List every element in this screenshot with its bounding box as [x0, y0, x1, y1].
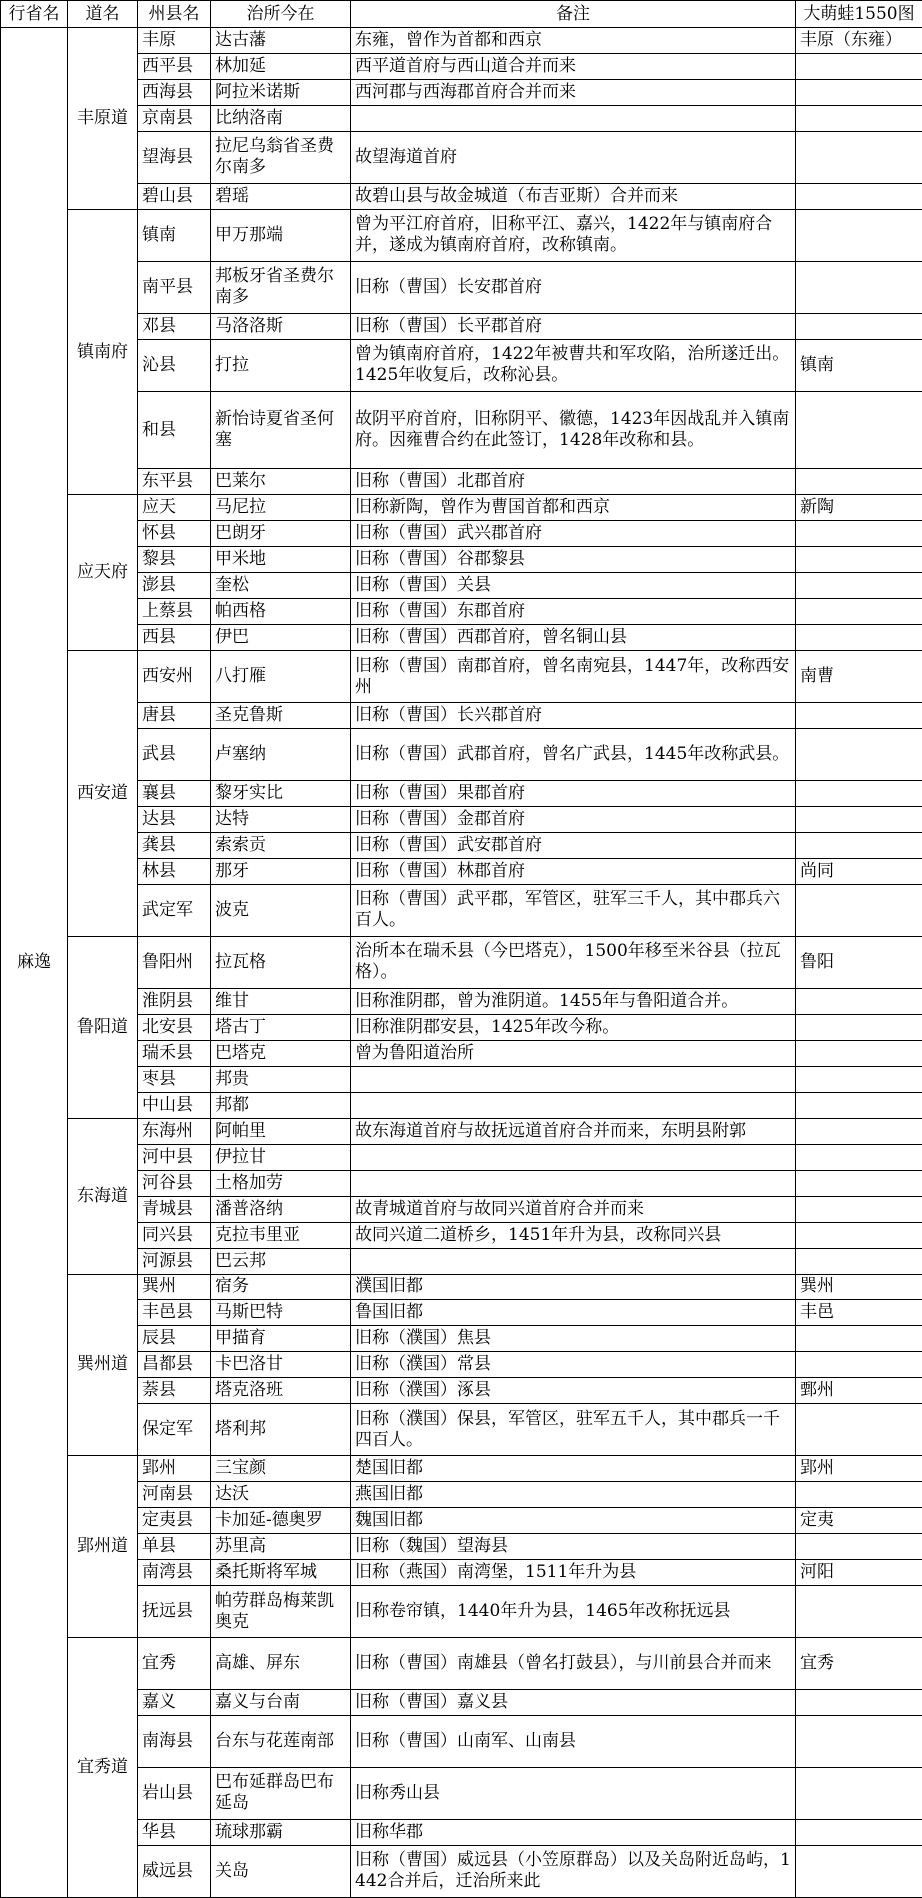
- seat-cell: 拉尼乌翁省圣费尔南多: [211, 131, 351, 183]
- note-cell: 鲁国旧都: [351, 1300, 796, 1326]
- note-cell: [351, 1066, 796, 1092]
- note-cell: 旧称（魏国）望海县: [351, 1534, 796, 1560]
- table-row: [1, 1534, 922, 1560]
- table-row: [1, 1819, 922, 1845]
- county-cell: 镇南: [138, 209, 211, 261]
- map-cell: [796, 703, 922, 729]
- table-row: [1, 1352, 922, 1378]
- seat-cell: 达特: [211, 807, 351, 833]
- circuit-cell: 巽州道: [68, 1274, 138, 1456]
- map-cell: 南曹: [796, 651, 922, 703]
- seat-cell: 伊巴: [211, 625, 351, 651]
- note-cell: 西河郡与西海郡首府合并而来: [351, 79, 796, 105]
- note-cell: 曾为鲁阳道治所: [351, 1040, 796, 1066]
- note-cell: 旧称（曹国）金郡首府: [351, 807, 796, 833]
- note-cell: 旧称（曹国）武平郡，军管区，驻军三千人，其中郡兵六百人。: [351, 884, 796, 936]
- note-cell: 旧称（曹国）威远县（小笠原群岛）以及关岛附近岛屿，1442合并后，迁治所来此: [351, 1845, 796, 1897]
- map-cell: [796, 1222, 922, 1248]
- note-cell: 燕国旧都: [351, 1482, 796, 1508]
- map-cell: 定夷: [796, 1508, 922, 1534]
- seat-cell: 拉瓦格: [211, 936, 351, 988]
- map-cell: [796, 573, 922, 599]
- map-cell: [796, 1534, 922, 1560]
- county-cell: 丰邑县: [138, 1300, 211, 1326]
- seat-cell: 邦都: [211, 1092, 351, 1118]
- map-cell: [796, 1092, 922, 1118]
- seat-cell: 八打雁: [211, 651, 351, 703]
- county-cell: 和县: [138, 391, 211, 469]
- seat-cell: 帕西格: [211, 599, 351, 625]
- county-cell: 望海县: [138, 131, 211, 183]
- county-cell: 丰原: [138, 28, 211, 54]
- seat-cell: 塔古丁: [211, 1014, 351, 1040]
- table-row: [1, 1482, 922, 1508]
- note-cell: 故同兴道二道桥乡，1451年升为县，改称同兴县: [351, 1222, 796, 1248]
- table-row: [1, 729, 922, 781]
- map-cell: 丰邑: [796, 1300, 922, 1326]
- county-cell: 威远县: [138, 1845, 211, 1897]
- header-county: 州县名: [138, 1, 211, 28]
- note-cell: 旧称（曹国）山南军、山南县: [351, 1715, 796, 1767]
- county-cell: 澎县: [138, 573, 211, 599]
- table-row: [1, 884, 922, 936]
- table-row: [1, 313, 922, 339]
- seat-cell: 甲万那端: [211, 209, 351, 261]
- table-row: [1, 1508, 922, 1534]
- map-cell: [796, 469, 922, 495]
- circuit-cell: 郢州道: [68, 1456, 138, 1638]
- seat-cell: 甲描育: [211, 1326, 351, 1352]
- map-cell: 镇南: [796, 339, 922, 391]
- county-cell: 西安州: [138, 651, 211, 703]
- seat-cell: 打拉: [211, 339, 351, 391]
- map-cell: [796, 884, 922, 936]
- county-cell: 北安县: [138, 1014, 211, 1040]
- map-cell: [796, 521, 922, 547]
- map-cell: [796, 1118, 922, 1144]
- county-cell: 怀县: [138, 521, 211, 547]
- county-cell: 上蔡县: [138, 599, 211, 625]
- note-cell: 旧称新陶，曾作为曹国首都和西京: [351, 495, 796, 521]
- seat-cell: 三宝颜: [211, 1456, 351, 1482]
- county-cell: 河谷县: [138, 1170, 211, 1196]
- note-cell: [351, 1092, 796, 1118]
- circuit-cell: 西安道: [68, 651, 138, 937]
- note-cell: 旧称（曹国）西郡首府，曾名铜山县: [351, 625, 796, 651]
- table-row: [1, 105, 922, 131]
- table-row: [1, 469, 922, 495]
- table-row: [1, 807, 922, 833]
- county-cell: 岩山县: [138, 1767, 211, 1819]
- header-map: 大萌蛙1550图: [796, 1, 922, 28]
- map-cell: [796, 988, 922, 1014]
- note-cell: 旧称华郡: [351, 1819, 796, 1845]
- county-cell: 南平县: [138, 261, 211, 313]
- table-row: [1, 599, 922, 625]
- header-note: 备注: [351, 1, 796, 28]
- note-cell: 故阴平府首府，旧称阴平、徽德，1423年因战乱并入镇南府。因雍曹合约在此签订，1428年改称和县。: [351, 391, 796, 469]
- table-row: [1, 1300, 922, 1326]
- map-cell: [796, 105, 922, 131]
- note-cell: 旧称淮阴郡安县，1425年改今称。: [351, 1014, 796, 1040]
- table-row: [1, 1248, 922, 1274]
- map-cell: [796, 1715, 922, 1767]
- county-cell: 武县: [138, 729, 211, 781]
- map-cell: [796, 1845, 922, 1897]
- county-cell: 抚远县: [138, 1586, 211, 1638]
- seat-cell: 邦板牙省圣费尔南多: [211, 261, 351, 313]
- county-cell: 河源县: [138, 1248, 211, 1274]
- table-row: [1, 1638, 922, 1690]
- county-cell: 同兴县: [138, 1222, 211, 1248]
- table-row: [1, 495, 922, 521]
- seat-cell: 巴云邦: [211, 1248, 351, 1274]
- note-cell: 曾为平江府首府，旧称平江、嘉兴，1422年与镇南府合并，遂成为镇南府首府，改称镇南。: [351, 209, 796, 261]
- note-cell: 旧称（濮国）常县: [351, 1352, 796, 1378]
- table-row: [1, 573, 922, 599]
- map-cell: [796, 625, 922, 651]
- map-cell: [796, 79, 922, 105]
- note-cell: 旧称（曹国）谷郡黎县: [351, 547, 796, 573]
- county-cell: 达县: [138, 807, 211, 833]
- county-cell: 黎县: [138, 547, 211, 573]
- county-cell: 南湾县: [138, 1560, 211, 1586]
- map-cell: [796, 209, 922, 261]
- county-cell: 华县: [138, 1819, 211, 1845]
- seat-cell: 卡巴洛甘: [211, 1352, 351, 1378]
- table-row: [1, 936, 922, 988]
- table-row: [1, 1118, 922, 1144]
- map-cell: [796, 807, 922, 833]
- county-cell: 南海县: [138, 1715, 211, 1767]
- seat-cell: 台东与花莲南部: [211, 1715, 351, 1767]
- note-cell: 旧称（濮国）涿县: [351, 1378, 796, 1404]
- map-cell: 郢州: [796, 1456, 922, 1482]
- note-cell: 旧称（曹国）南郡首府，曾名南宛县，1447年，改称西安州: [351, 651, 796, 703]
- map-cell: [796, 729, 922, 781]
- map-cell: [796, 1066, 922, 1092]
- note-cell: 故东海道首府与故抚远道首府合并而来，东明县附郭: [351, 1118, 796, 1144]
- table-row: [1, 1690, 922, 1716]
- map-cell: [796, 1014, 922, 1040]
- map-cell: [796, 1196, 922, 1222]
- circuit-cell: 镇南府: [68, 209, 138, 495]
- note-cell: 旧称（曹国）果郡首府: [351, 781, 796, 807]
- note-cell: 旧称（燕国）南湾堡，1511年升为县: [351, 1560, 796, 1586]
- table-body: [1, 28, 922, 1898]
- seat-cell: 巴塔克: [211, 1040, 351, 1066]
- note-cell: 旧称（曹国）武郡首府，曾名广武县，1445年改称武县。: [351, 729, 796, 781]
- note-cell: 旧称（曹国）林郡首府: [351, 859, 796, 885]
- seat-cell: 阿拉米诺斯: [211, 79, 351, 105]
- map-cell: [796, 599, 922, 625]
- seat-cell: 马洛洛斯: [211, 313, 351, 339]
- map-cell: [796, 261, 922, 313]
- county-cell: 瑞禾县: [138, 1040, 211, 1066]
- map-cell: [796, 1352, 922, 1378]
- map-cell: [796, 1404, 922, 1456]
- county-cell: 武定军: [138, 884, 211, 936]
- map-cell: [796, 833, 922, 859]
- circuit-cell: 丰原道: [68, 28, 138, 210]
- note-cell: 旧称（曹国）长平郡首府: [351, 313, 796, 339]
- table-row: [1, 1144, 922, 1170]
- header-circuit: 道名: [68, 1, 138, 28]
- map-cell: [796, 1326, 922, 1352]
- seat-cell: 比纳洛南: [211, 105, 351, 131]
- table-row: [1, 53, 922, 79]
- table-row: [1, 1066, 922, 1092]
- map-cell: [796, 1767, 922, 1819]
- seat-cell: 关岛: [211, 1845, 351, 1897]
- county-cell: 淮阴县: [138, 988, 211, 1014]
- county-cell: 宜秀: [138, 1638, 211, 1690]
- seat-cell: 琉球那霸: [211, 1819, 351, 1845]
- table-row: [1, 1586, 922, 1638]
- map-cell: 尚同: [796, 859, 922, 885]
- county-cell: 东平县: [138, 469, 211, 495]
- note-cell: 旧称（濮国）焦县: [351, 1326, 796, 1352]
- note-cell: 旧称淮阴郡，曾为淮阴道。1455年与鲁阳道合并。: [351, 988, 796, 1014]
- county-cell: 应天: [138, 495, 211, 521]
- county-cell: 嘉义: [138, 1690, 211, 1716]
- seat-cell: 邦贵: [211, 1066, 351, 1092]
- note-cell: 旧称（曹国）嘉义县: [351, 1690, 796, 1716]
- note-cell: 曾为镇南府首府，1422年被曹共和军攻陷，治所遂迁出。1425年收复后，改称沁县。: [351, 339, 796, 391]
- note-cell: 旧称秀山县: [351, 1767, 796, 1819]
- table-row: [1, 391, 922, 469]
- seat-cell: 巴布延群岛巴布延岛: [211, 1767, 351, 1819]
- table-row: [1, 1715, 922, 1767]
- map-cell: [796, 53, 922, 79]
- header-seat: 治所今在: [211, 1, 351, 28]
- seat-cell: 甲米地: [211, 547, 351, 573]
- table-row: [1, 1845, 922, 1897]
- table-row: [1, 703, 922, 729]
- circuit-cell: 东海道: [68, 1118, 138, 1274]
- note-cell: 旧称（濮国）保县，军管区，驻军五千人，其中郡兵一千四百人。: [351, 1404, 796, 1456]
- map-cell: [796, 547, 922, 573]
- note-cell: 旧称（曹国）关县: [351, 573, 796, 599]
- county-cell: 保定军: [138, 1404, 211, 1456]
- table-row: [1, 625, 922, 651]
- table-row: [1, 521, 922, 547]
- table-row: [1, 1404, 922, 1456]
- seat-cell: 潘普洛纳: [211, 1196, 351, 1222]
- seat-cell: 帕劳群岛梅莱凯奥克: [211, 1586, 351, 1638]
- county-cell: 河南县: [138, 1482, 211, 1508]
- table-row: [1, 1560, 922, 1586]
- map-cell: [796, 1586, 922, 1638]
- table-row: [1, 1378, 922, 1404]
- table-row: [1, 651, 922, 703]
- seat-cell: 黎牙实比: [211, 781, 351, 807]
- note-cell: [351, 1170, 796, 1196]
- header-province: 行省名: [1, 1, 68, 28]
- county-cell: 碧山县: [138, 183, 211, 209]
- note-cell: [351, 1248, 796, 1274]
- map-cell: [796, 1170, 922, 1196]
- seat-cell: 林加延: [211, 53, 351, 79]
- seat-cell: 阿帕里: [211, 1118, 351, 1144]
- note-cell: 旧称（曹国）南雄县（曾名打鼓县），与川前县合并而来: [351, 1638, 796, 1690]
- county-cell: 林县: [138, 859, 211, 885]
- county-cell: 巽州: [138, 1274, 211, 1300]
- seat-cell: 伊拉甘: [211, 1144, 351, 1170]
- table-row: [1, 833, 922, 859]
- note-cell: 魏国旧都: [351, 1508, 796, 1534]
- map-cell: [796, 1482, 922, 1508]
- table-row: [1, 859, 922, 885]
- map-cell: [796, 1144, 922, 1170]
- table-row: [1, 988, 922, 1014]
- seat-cell: 维甘: [211, 988, 351, 1014]
- seat-cell: 碧瑶: [211, 183, 351, 209]
- note-cell: 旧称（曹国）长安郡首府: [351, 261, 796, 313]
- table-row: [1, 261, 922, 313]
- county-cell: 昌都县: [138, 1352, 211, 1378]
- map-cell: 新陶: [796, 495, 922, 521]
- seat-cell: 嘉义与台南: [211, 1690, 351, 1716]
- county-cell: 西海县: [138, 79, 211, 105]
- table-row: [1, 1092, 922, 1118]
- seat-cell: 马斯巴特: [211, 1300, 351, 1326]
- circuit-cell: 应天府: [68, 495, 138, 651]
- note-cell: 旧称（曹国）东郡首府: [351, 599, 796, 625]
- note-cell: [351, 1144, 796, 1170]
- note-cell: 濮国旧都: [351, 1274, 796, 1300]
- map-cell: [796, 1690, 922, 1716]
- note-cell: 治所本在瑞禾县（今巴塔克），1500年移至米谷县（拉瓦格）。: [351, 936, 796, 988]
- note-cell: 故碧山县与故金城道（布吉亚斯）合并而来: [351, 183, 796, 209]
- table-row: [1, 1196, 922, 1222]
- county-cell: 龚县: [138, 833, 211, 859]
- county-cell: 东海州: [138, 1118, 211, 1144]
- map-cell: 丰原（东雍）: [796, 28, 922, 54]
- note-cell: 旧称（曹国）武安郡首府: [351, 833, 796, 859]
- seat-cell: 马尼拉: [211, 495, 351, 521]
- seat-cell: 克拉韦里亚: [211, 1222, 351, 1248]
- seat-cell: 宿务: [211, 1274, 351, 1300]
- map-cell: 巽州: [796, 1274, 922, 1300]
- seat-cell: 达古藩: [211, 28, 351, 54]
- table-row: [1, 547, 922, 573]
- seat-cell: 巴朗牙: [211, 521, 351, 547]
- seat-cell: 索索贡: [211, 833, 351, 859]
- map-cell: [796, 1248, 922, 1274]
- table-row: [1, 79, 922, 105]
- map-cell: 鄄州: [796, 1378, 922, 1404]
- note-cell: 故望海道首府: [351, 131, 796, 183]
- table-row: [1, 1326, 922, 1352]
- seat-cell: 苏里高: [211, 1534, 351, 1560]
- seat-cell: 高雄、屏东: [211, 1638, 351, 1690]
- county-cell: 单县: [138, 1534, 211, 1560]
- county-cell: 河中县: [138, 1144, 211, 1170]
- table-row: [1, 781, 922, 807]
- seat-cell: 达沃: [211, 1482, 351, 1508]
- seat-cell: 桑托斯将军城: [211, 1560, 351, 1586]
- seat-cell: 圣克鲁斯: [211, 703, 351, 729]
- map-cell: [796, 391, 922, 469]
- county-cell: 辰县: [138, 1326, 211, 1352]
- map-cell: [796, 313, 922, 339]
- note-cell: 旧称卷帘镇，1440年升为县，1465年改称抚远县: [351, 1586, 796, 1638]
- table-row: [1, 339, 922, 391]
- map-cell: [796, 183, 922, 209]
- table-row: [1, 1767, 922, 1819]
- map-cell: [796, 131, 922, 183]
- note-cell: 旧称（曹国）长兴郡首府: [351, 703, 796, 729]
- county-cell: 萘县: [138, 1378, 211, 1404]
- note-cell: 旧称（曹国）武兴郡首府: [351, 521, 796, 547]
- seat-cell: 卡加延-德奥罗: [211, 1508, 351, 1534]
- table-row: [1, 1170, 922, 1196]
- county-cell: 枣县: [138, 1066, 211, 1092]
- table-row: [1, 1040, 922, 1066]
- seat-cell: 卢塞纳: [211, 729, 351, 781]
- note-cell: 楚国旧都: [351, 1456, 796, 1482]
- map-cell: 宜秀: [796, 1638, 922, 1690]
- county-cell: 定夷县: [138, 1508, 211, 1534]
- seat-cell: 奎松: [211, 573, 351, 599]
- note-cell: 旧称（曹国）北郡首府: [351, 469, 796, 495]
- county-cell: 唐县: [138, 703, 211, 729]
- seat-cell: 塔克洛班: [211, 1378, 351, 1404]
- seat-cell: 塔利邦: [211, 1404, 351, 1456]
- table-row: [1, 1456, 922, 1482]
- note-cell: 故青城道首府与故同兴道首府合并而来: [351, 1196, 796, 1222]
- note-cell: [351, 105, 796, 131]
- county-cell: 沁县: [138, 339, 211, 391]
- circuit-cell: 鲁阳道: [68, 936, 138, 1118]
- table-row: [1, 28, 922, 54]
- table-row: [1, 183, 922, 209]
- table-row: [1, 1222, 922, 1248]
- table-row: [1, 131, 922, 183]
- county-cell: 邓县: [138, 313, 211, 339]
- map-cell: 鲁阳: [796, 936, 922, 988]
- map-cell: [796, 1819, 922, 1845]
- seat-cell: 新怡诗夏省圣何塞: [211, 391, 351, 469]
- map-cell: [796, 781, 922, 807]
- county-cell: 西平县: [138, 53, 211, 79]
- table-row: [1, 1014, 922, 1040]
- county-cell: 青城县: [138, 1196, 211, 1222]
- county-cell: 郢州: [138, 1456, 211, 1482]
- table-row: [1, 209, 922, 261]
- seat-cell: 波克: [211, 884, 351, 936]
- county-cell: 京南县: [138, 105, 211, 131]
- seat-cell: 那牙: [211, 859, 351, 885]
- province-cell: 麻逸: [1, 28, 68, 1898]
- table-row: [1, 1274, 922, 1300]
- county-cell: 鲁阳州: [138, 936, 211, 988]
- circuit-cell: 宜秀道: [68, 1638, 138, 1898]
- seat-cell: 巴莱尔: [211, 469, 351, 495]
- note-cell: 西平道首府与西山道合并而来: [351, 53, 796, 79]
- header-row: [1, 1, 922, 28]
- county-cell: 中山县: [138, 1092, 211, 1118]
- county-cell: 襄县: [138, 781, 211, 807]
- seat-cell: 土格加劳: [211, 1170, 351, 1196]
- note-cell: 东雍，曾作为首都和西京: [351, 28, 796, 54]
- county-cell: 西县: [138, 625, 211, 651]
- map-cell: [796, 1040, 922, 1066]
- map-cell: 河阳: [796, 1560, 922, 1586]
